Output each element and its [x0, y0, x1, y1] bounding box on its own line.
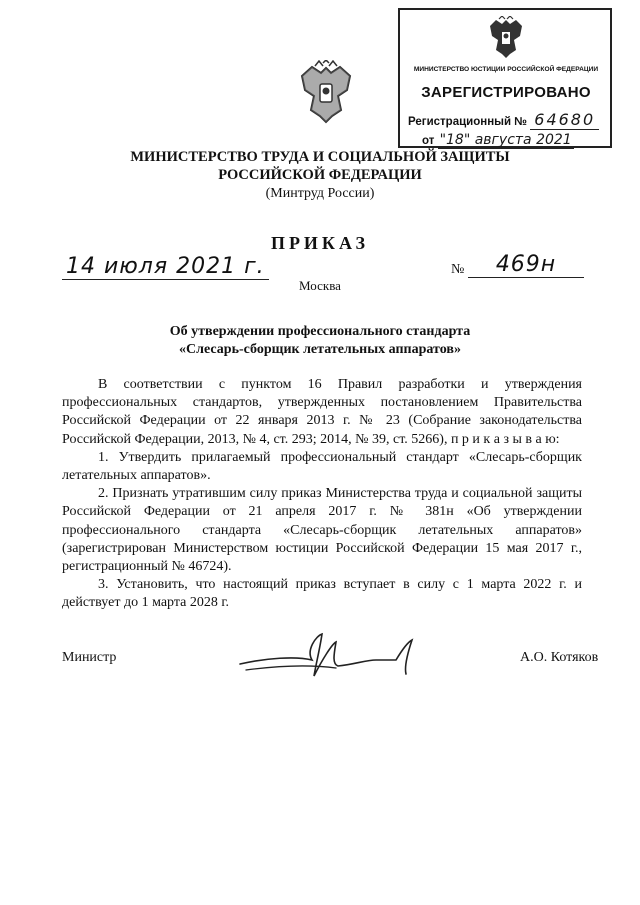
- body-paragraph-preamble: В соответствии с пунктом 16 Правил разработки и утверждения профессиональных стандартов, утвержденных постановлением Правительства Российской Федерации от 22 января 2013 г. № 23 (Собрание законодательства Российской Федерации, 2013, № 4, ст. 293; 2014, № 39, ст. 5266), п р и к а з ы в а ю:: [62, 377, 582, 447]
- stamp-reg-number: 64680: [530, 110, 599, 130]
- document-type: ПРИКАЗ: [270, 233, 370, 253]
- signatory-role: Министр: [62, 650, 117, 665]
- stamp-reg-label: Регистрационный №: [408, 116, 528, 128]
- signatory-name: А.О. Котяков: [520, 650, 599, 665]
- handwritten-signature: [236, 630, 426, 682]
- stamp-reg-line: [408, 110, 608, 129]
- order-subject: [0, 323, 640, 359]
- stamp-ministry: МИНИСТЕРСТВО ЮСТИЦИИ РОССИЙСКОЙ ФЕДЕРАЦИИ: [413, 66, 599, 73]
- ministry-short-name: (Минтруд России): [265, 186, 375, 201]
- order-date: 14 июля 2021 г.: [62, 254, 269, 280]
- order-body: [62, 376, 582, 613]
- order-number: 469н: [468, 252, 584, 278]
- coat-of-arms-icon: [486, 16, 526, 60]
- order-number-label: №: [451, 262, 465, 277]
- ministry-title-line2: РОССИЙСКОЙ ФЕДЕРАЦИИ: [218, 167, 422, 183]
- stamp-date-prefix: от: [422, 135, 435, 147]
- order-subject-line1: Об утверждении профессионального стандарта: [169, 324, 471, 339]
- stamp-date-line: [422, 132, 612, 148]
- body-paragraph-3: 3. Установить, что настоящий приказ вступает в силу с 1 марта 2022 г. и действует до 1 марта 2028 г.: [62, 577, 582, 611]
- ministry-title-line1: МИНИСТЕРСТВО ТРУДА И СОЦИАЛЬНОЙ ЗАЩИТЫ: [130, 149, 510, 165]
- stamp-date-value: "18" августа 2021: [439, 132, 572, 148]
- order-subject-line2: «Слесарь-сборщик летательных аппаратов»: [179, 342, 461, 357]
- stamp-status: ЗАРЕГИСТРИРОВАНО: [421, 84, 591, 101]
- order-city: Москва: [299, 278, 341, 293]
- registration-stamp: [398, 8, 612, 148]
- ministry-title: [0, 148, 640, 184]
- body-paragraph-1: 1. Утвердить прилагаемый профессиональный стандарт «Слесарь-сборщик летательных аппаратов».: [62, 449, 582, 484]
- body-paragraph-2: 2. Признать утратившим силу приказ Министерства труда и социальной защиты Российской Федерации от 21 апреля 2017 г. № 381н «Об утверждении профессионального стандарта «Слесарь-сборщик летательных аппаратов» (зарегистрирован Министерством юстиции Российской Федерации 15 мая 2017 г., регистрационный № 46724).: [62, 486, 582, 575]
- coat-of-arms-icon: [296, 60, 356, 126]
